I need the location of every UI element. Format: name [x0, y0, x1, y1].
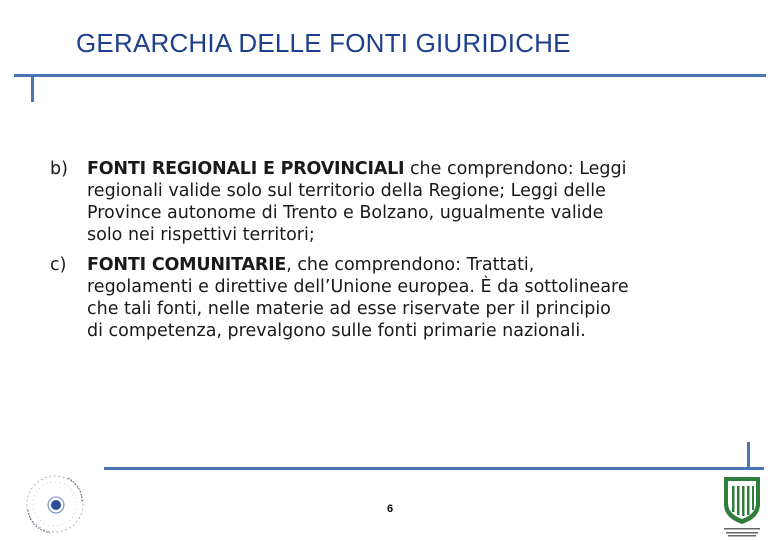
list-item-heading: FONTI COMUNITARIE	[87, 255, 287, 275]
list-item-line: regionali valide solo sul territorio della Regione; Leggi delle	[87, 181, 606, 201]
list-item-heading: FONTI REGIONALI E PROVINCIALI	[87, 159, 405, 179]
bottom-divider	[104, 467, 764, 470]
top-divider	[14, 74, 766, 77]
list-item-first-line-text: , che comprendono: Trattati,	[286, 255, 535, 275]
list-item-line: che tali fonti, nelle materie ad esse riservate per il principio	[87, 299, 611, 319]
list-item-line: Province autonome di Trento e Bolzano, ugualmente valide	[87, 203, 604, 223]
top-divider-tick	[31, 77, 34, 102]
list-item-line: solo nei rispettivi territori;	[87, 225, 315, 245]
list-item-line: di competenza, prevalgono sulle fonti primarie nazionali.	[87, 321, 586, 341]
list-marker: c)	[50, 255, 67, 275]
list-item-first-line	[87, 158, 727, 180]
list-item-first-line	[87, 254, 727, 276]
list-item-body	[87, 254, 727, 342]
page-number: 6	[387, 503, 394, 515]
bottom-divider-tick	[747, 442, 750, 467]
list-item-first-line-text: che comprendono: Leggi	[404, 159, 627, 179]
university-shield-logo-icon	[718, 474, 766, 538]
list-item-line: regolamenti e direttive dell’Unione europea. È da sottolineare	[87, 277, 629, 297]
list-item-body	[87, 158, 727, 246]
inaf-seal-logo-icon	[10, 470, 88, 536]
list-marker: b)	[50, 159, 68, 179]
slide-title: GERARCHIA DELLE FONTI GIURIDICHE	[76, 28, 571, 58]
